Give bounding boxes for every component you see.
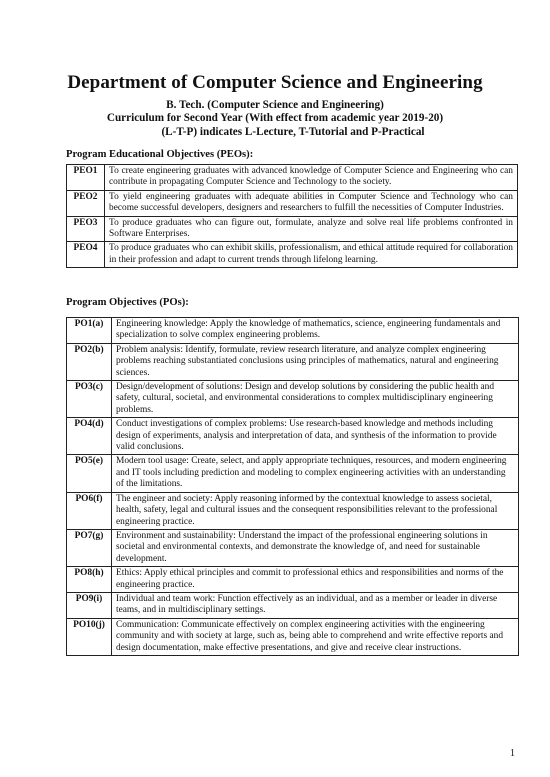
- table-row: [67, 492, 519, 529]
- peo-code: PEO4: [67, 242, 105, 268]
- po-text: Ethics: Apply ethical principles and commit to professional ethics and responsibilities and norms of the engineering practice.: [112, 567, 519, 593]
- table-row: [67, 381, 519, 418]
- peo-text: To create engineering graduates with advanced knowledge of Computer Science and Engineering who can contribute in propagating Computer Science and Technology to the society.: [105, 165, 518, 191]
- po-code: PO1(a): [67, 318, 112, 344]
- peo-code: PEO2: [67, 190, 105, 216]
- program-name: B. Tech. (Computer Science and Engineering): [166, 99, 384, 111]
- po-text: The engineer and society: Apply reasoning informed by the contextual knowledge to assess societal, health, safety, legal and cultural issues and the consequent responsibilities relevant to the professional engineering practice.: [112, 492, 519, 529]
- peo-text: To produce graduates who can exhibit skills, professionalism, and ethical attitude required for collaboration in their profession and adapt to current trends through lifelong learning.: [105, 242, 518, 268]
- page-title: Department of Computer Science and Engineering: [67, 72, 483, 93]
- ltp-note: (L-T-P) indicates L-Lecture, T-Tutorial and P-Practical: [161, 126, 425, 138]
- po-text: Environment and sustainability: Understand the impact of the professional engineering solutions in societal and environmental contexts, and demonstrate the knowledge of, and need for sustainable development.: [112, 529, 519, 566]
- peo-code: PEO3: [67, 216, 105, 242]
- table-row: [67, 318, 519, 344]
- po-text: Design/development of solutions: Design and develop solutions by considering the public health and safety, cultural, societal, and environmental considerations to complex multidisciplinary engineering problems.: [112, 381, 519, 418]
- po-text: Conduct investigations of complex problems: Use research-based knowledge and methods including design of experiments, analysis and interpretation of data, and synthesis of the information to provide valid conclusions.: [112, 418, 519, 455]
- po-code: PO5(e): [67, 455, 112, 492]
- peo-text: To yield engineering graduates with adequate abilities in Computer Science and Technology who can become successful developers, designers and researchers to fulfill the necessities of Computer Industries.: [105, 190, 518, 216]
- table-row: [67, 242, 518, 268]
- peo-heading: Program Educational Objectives (PEOs):: [66, 149, 254, 160]
- po-code: PO4(d): [67, 418, 112, 455]
- peo-text: To produce graduates who can figure out, formulate, analyze and solve real life problems confronted in Software Enterprises.: [105, 216, 518, 242]
- po-code: PO9(i): [67, 592, 112, 618]
- po-text: Communication: Communicate effectively on complex engineering activities with the engineering community and with society at large, such as, being able to comprehend and write effective reports and design documentation, make effective presentations, and give and receive clear instructions.: [112, 618, 519, 655]
- table-row: [67, 618, 519, 655]
- po-code: PO6(f): [67, 492, 112, 529]
- po-code: PO8(h): [67, 567, 112, 593]
- table-row: [67, 343, 519, 380]
- po-table: [66, 317, 519, 656]
- peo-table: [66, 164, 518, 268]
- table-row: [67, 190, 518, 216]
- peo-code: PEO1: [67, 165, 105, 191]
- po-text: Modern tool usage: Create, select, and apply appropriate techniques, resources, and modern engineering and IT tools including prediction and modeling to complex engineering activities with an understanding of the limitations.: [112, 455, 519, 492]
- table-row: [67, 592, 519, 618]
- po-code: PO2(b): [67, 343, 112, 380]
- po-text: Individual and team work: Function effectively as an individual, and as a member or leader in diverse teams, and in multidisciplinary settings.: [112, 592, 519, 618]
- po-code: PO7(g): [67, 529, 112, 566]
- po-heading: Program Objectives (POs):: [66, 297, 189, 308]
- table-row: [67, 455, 519, 492]
- po-code: PO10(j): [67, 618, 112, 655]
- po-text: Engineering knowledge: Apply the knowledge of mathematics, science, engineering fundamentals and specialization to solve complex engineering problems.: [112, 318, 519, 344]
- po-text: Problem analysis: Identify, formulate, review research literature, and analyze complex engineering problems reaching substantiated conclusions using principles of mathematics, natural and engineering sciences.: [112, 343, 519, 380]
- table-row: [67, 529, 519, 566]
- po-code: PO3(c): [67, 381, 112, 418]
- table-row: [67, 216, 518, 242]
- table-row: [67, 567, 519, 593]
- page-number: 1: [510, 748, 515, 759]
- table-row: [67, 165, 518, 191]
- table-row: [67, 418, 519, 455]
- curriculum-line: Curriculum for Second Year (With effect from academic year 2019-20): [106, 112, 444, 124]
